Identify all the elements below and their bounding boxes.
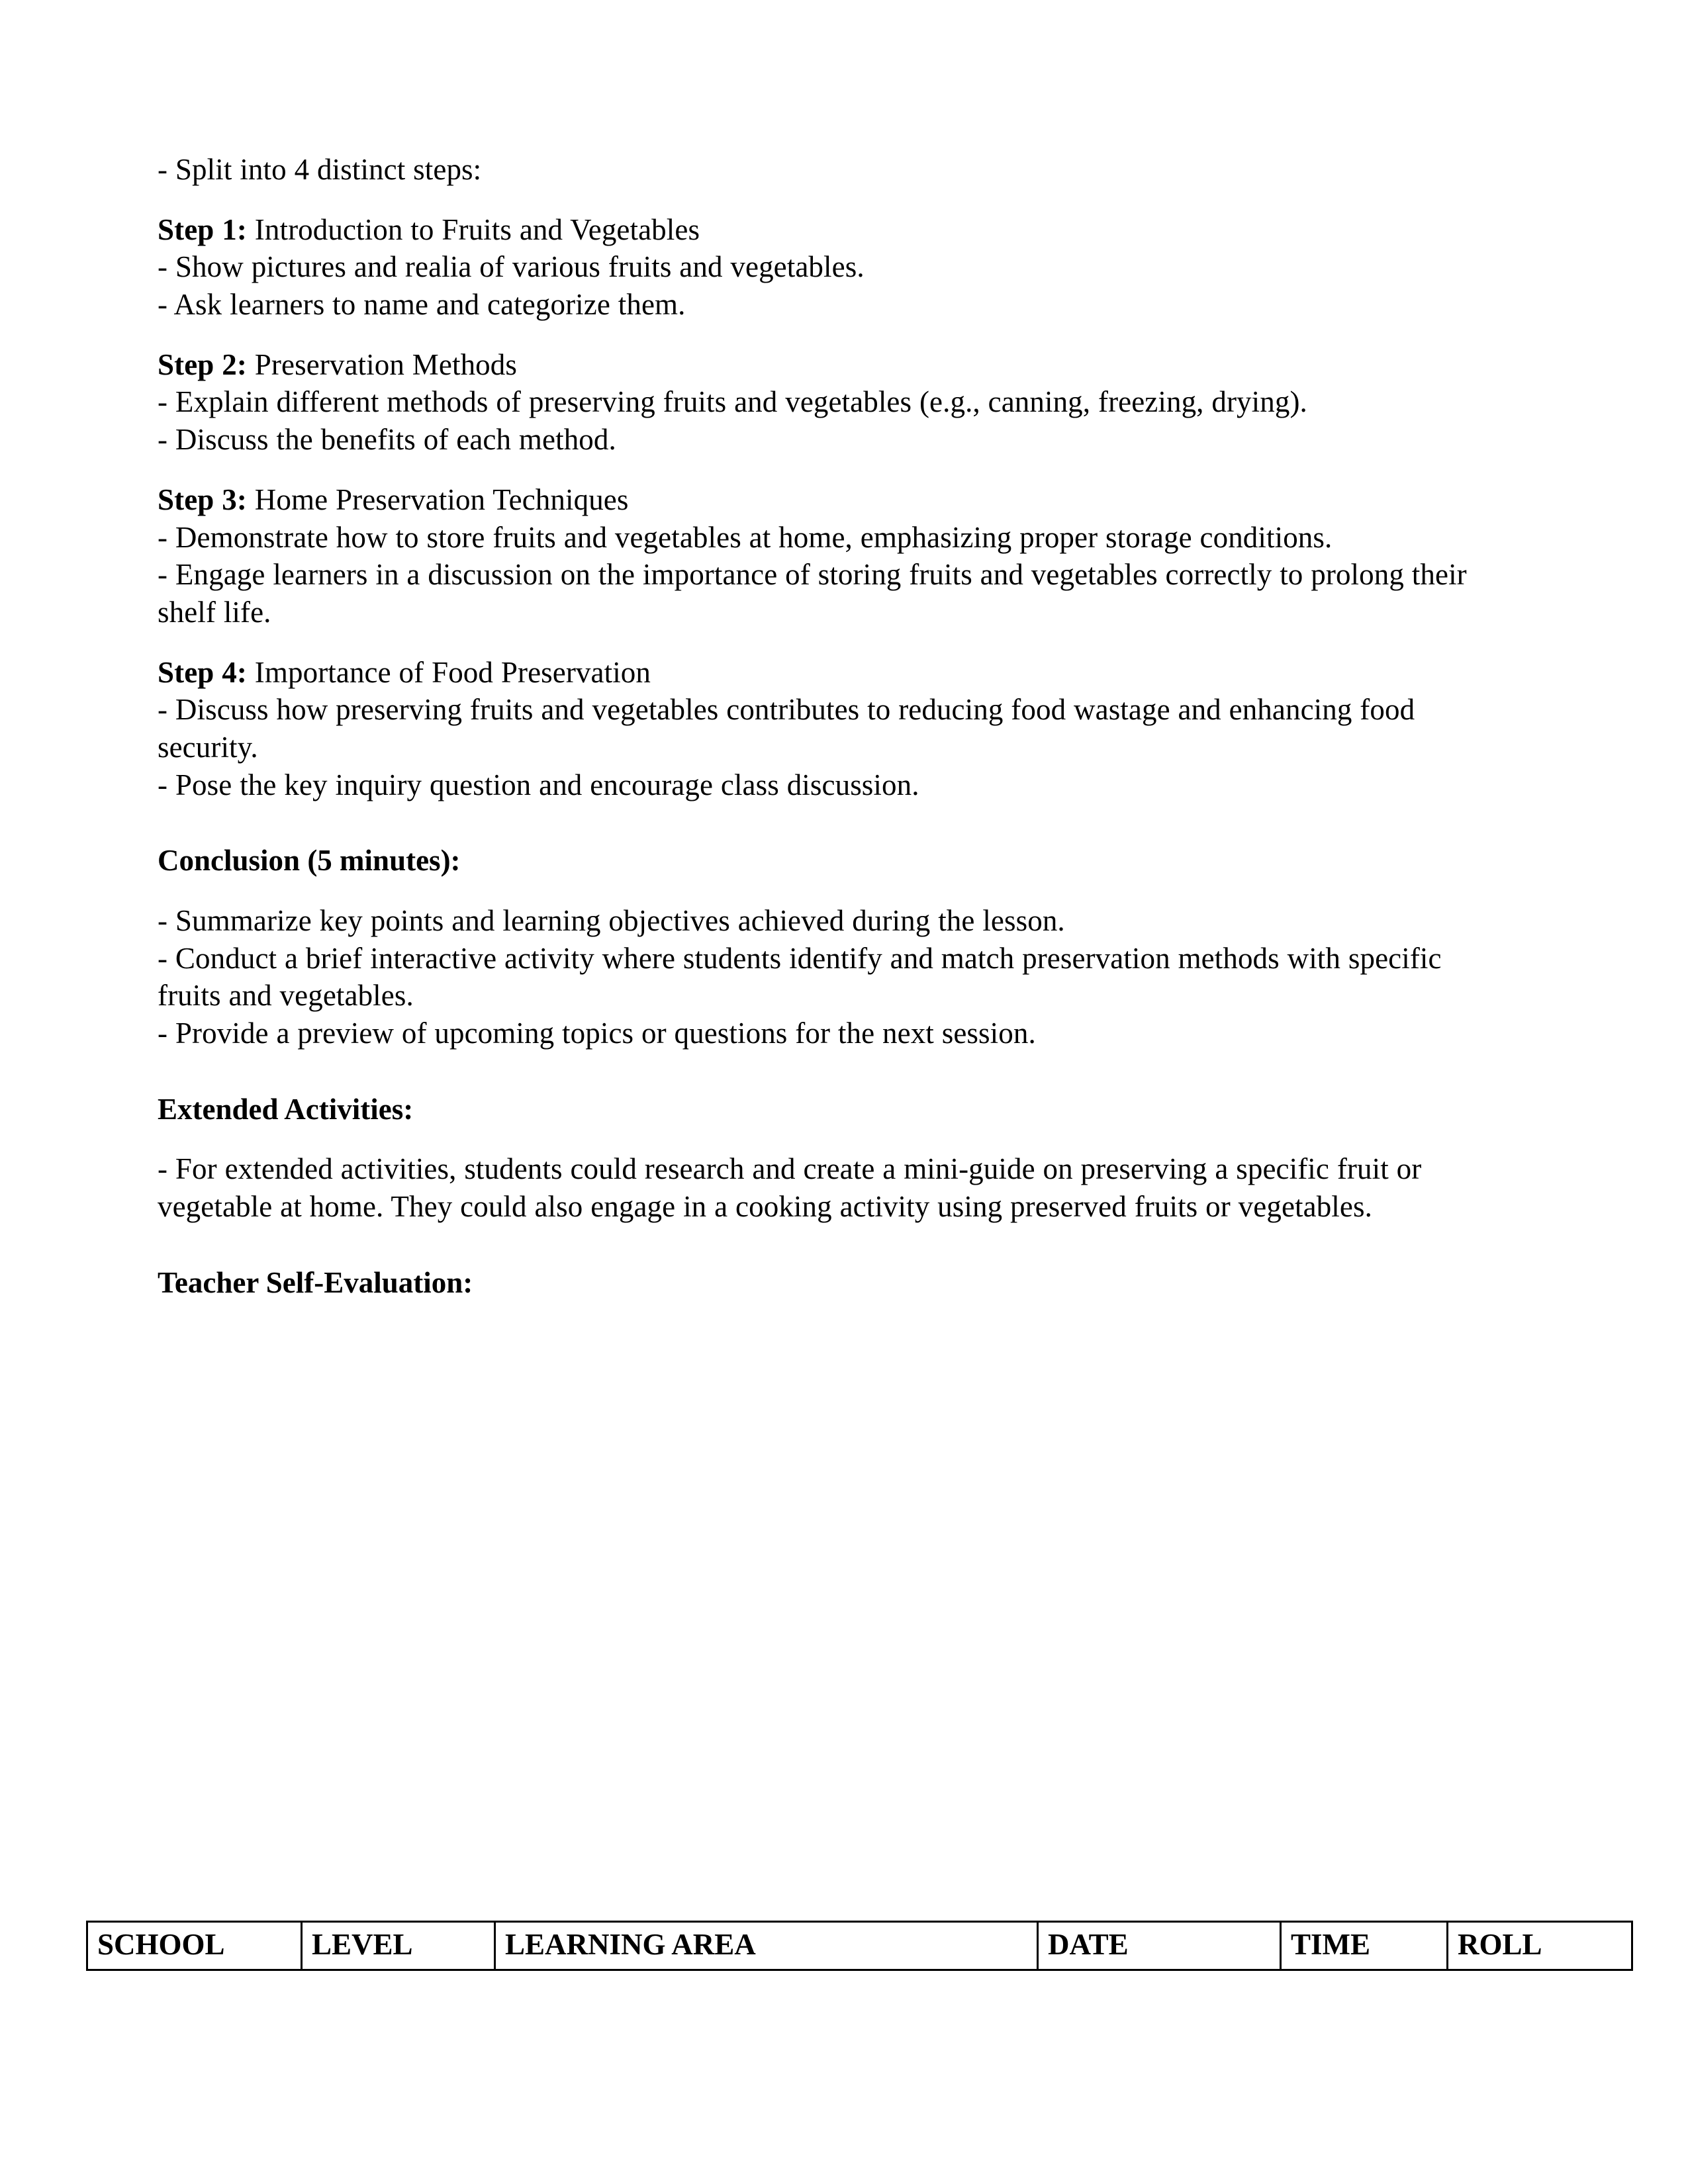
step-4-heading-line (158, 654, 1468, 692)
teacher-self-evaluation-heading: Teacher Self-Evaluation: (158, 1265, 473, 1299)
step-4-title: Importance of Food Preservation (246, 655, 651, 689)
step-3-block (158, 481, 1475, 631)
extended-activities-text: - For extended activities, students could research and create a mini-guide on preserving a specific fruit or vegetable at home. They could also engage in a cooking activity using preserved fruits or vegetables. (158, 1152, 1430, 1224)
table-header-school: SCHOOL (87, 1922, 302, 1970)
footer-info-table (86, 1921, 1633, 1971)
step-3-label: Step 3: (158, 482, 247, 516)
conclusion-bullet-3: - Provide a preview of upcoming topics or questions for the next session. (158, 1017, 1036, 1050)
table-header-date: DATE (1038, 1922, 1281, 1970)
conclusion-bullet-2: - Conduct a brief interactive activity where students identify and match preservation methods with specific fruits and vegetables. (158, 941, 1450, 1013)
step-2-bullet-1: - Explain different methods of preserving fruits and vegetables (e.g., canning, freezing, drying). (158, 385, 1307, 419)
spacer (158, 1248, 1468, 1264)
step-3-bullet-2: - Engage learners in a discussion on the importance of storing fruits and vegetables correctly to prolong their shelf life. (158, 558, 1475, 629)
conclusion-block (158, 902, 1468, 1052)
step-2-heading-line (158, 346, 1468, 384)
conclusion-heading: Conclusion (5 minutes): (158, 844, 461, 878)
extended-activities-body (158, 1150, 1468, 1225)
step-4-bullet-2: - Pose the key inquiry question and encourage class discussion. (158, 768, 919, 801)
step-4-label: Step 4: (158, 655, 247, 689)
step-1-heading-line (158, 211, 1468, 249)
step-1-block (158, 211, 1468, 324)
step-2-title: Preservation Methods (246, 347, 517, 381)
step-1-title: Introduction to Fruits and Vegetables (246, 212, 700, 246)
step-2-block (158, 346, 1468, 459)
spacer (158, 826, 1468, 842)
intro-line (158, 151, 1468, 189)
step-3-heading-line (158, 481, 1468, 519)
table-header-roll: ROLL (1448, 1922, 1632, 1970)
table-header-time: TIME (1281, 1922, 1448, 1970)
step-2-label: Step 2: (158, 347, 247, 381)
spacer (158, 1075, 1468, 1091)
step-3-title: Home Preservation Techniques (246, 482, 629, 516)
step-4-bullet-1: - Discuss how preserving fruits and vegetables contributes to reducing food wastage and enhancing food security. (158, 693, 1423, 764)
table-header-level: LEVEL (302, 1922, 495, 1970)
step-3-bullet-1: - Demonstrate how to store fruits and vegetables at home, emphasizing proper storage conditions. (158, 520, 1333, 554)
step-4-block (158, 654, 1468, 804)
intro-text: - Split into 4 distinct steps: (158, 153, 482, 186)
conclusion-bullet-1: - Summarize key points and learning objectives achieved during the lesson. (158, 904, 1065, 937)
step-1-bullet-2: - Ask learners to name and categorize them. (158, 288, 686, 322)
table-header-learning-area: LEARNING AREA (495, 1922, 1038, 1970)
step-1-bullet-1: - Show pictures and realia of various fruits and vegetables. (158, 250, 865, 284)
step-2-bullet-2: - Discuss the benefits of each method. (158, 423, 616, 457)
table-row (87, 1922, 1632, 1970)
document-body (158, 151, 1475, 1324)
step-1-label: Step 1: (158, 212, 247, 246)
extended-activities-heading: Extended Activities: (158, 1092, 414, 1126)
